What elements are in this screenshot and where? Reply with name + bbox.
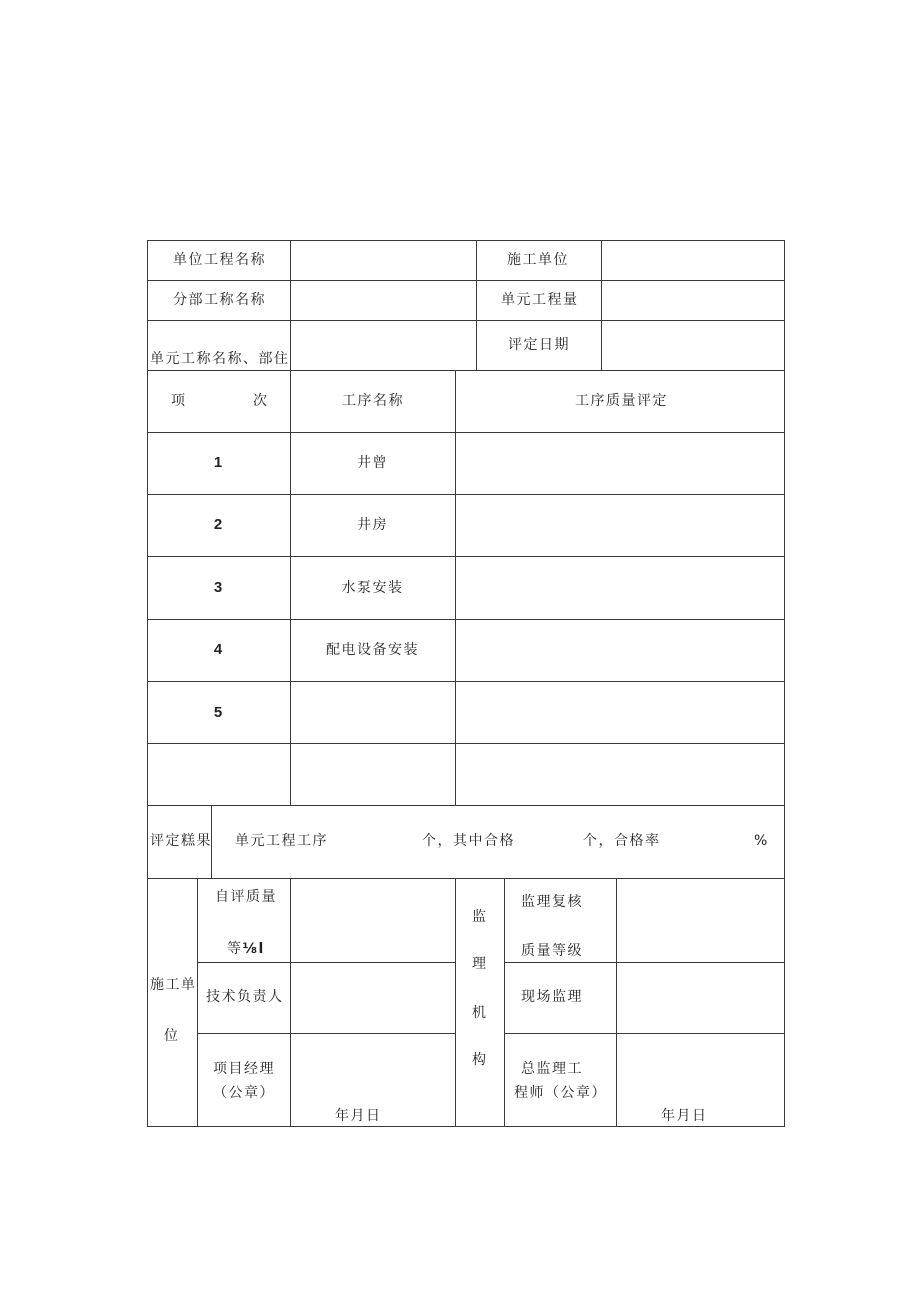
quality-evaluation-field[interactable]	[456, 557, 783, 618]
process-name-field[interactable]	[291, 744, 454, 804]
result-text-qualified: 个，其中合格	[422, 833, 515, 849]
unit-project-part-label: 单元工称名称、部住	[150, 351, 290, 367]
grid-line	[784, 240, 785, 1126]
evaluation-result-label: 评定糕果	[150, 833, 212, 849]
unit-quantity-field[interactable]	[602, 281, 783, 319]
row-number: 1	[213, 454, 223, 471]
self-evaluation-label-b	[227, 941, 265, 957]
supervision-char: 机	[472, 1005, 488, 1021]
quality-evaluation-field[interactable]	[456, 495, 783, 555]
row-number: 2	[213, 516, 223, 533]
column-header-item-b: 次	[253, 393, 269, 409]
item-number-field[interactable]	[148, 744, 289, 804]
unit-quantity-label: 单元工程量	[501, 292, 579, 308]
division-project-name-label: 分部工称名称	[173, 292, 266, 308]
column-header-item-a: 项	[171, 393, 187, 409]
quality-evaluation-field[interactable]	[456, 620, 783, 680]
self-evaluation-grade-field[interactable]	[291, 879, 454, 961]
supervision-char: 构	[472, 1052, 488, 1068]
unit-project-name-field[interactable]	[291, 241, 475, 279]
grid-line	[504, 878, 505, 1126]
site-supervisor-label: 现场监理	[521, 989, 583, 1005]
construction-unit-sign-label-a: 施工单	[150, 977, 197, 993]
supervision-review-label-b: 质量等级	[521, 943, 583, 959]
project-manager-label-b: （公章）	[213, 1085, 275, 1101]
grid-line	[476, 240, 477, 370]
column-header-process-name: 工序名称	[342, 393, 404, 409]
grid-line	[147, 1126, 785, 1127]
result-text-process-count: 单元工程工序	[235, 833, 328, 849]
supervision-grade-field[interactable]	[617, 879, 783, 961]
quality-evaluation-field[interactable]	[456, 682, 783, 742]
unit-project-name-label: 单位工程名称	[173, 252, 266, 268]
evaluation-date-field[interactable]	[602, 321, 783, 369]
self-evaluation-label-a: 自评质量	[215, 889, 277, 905]
construction-unit-field[interactable]	[602, 241, 783, 279]
row-number: 5	[213, 704, 223, 721]
grid-line	[147, 370, 784, 371]
chief-engineer-label-b: 程师（公章）	[514, 1085, 607, 1101]
process-name: 水泵安装	[341, 580, 404, 596]
supervision-char: 监	[472, 909, 488, 925]
grid-line	[147, 805, 784, 806]
construction-unit-label: 施工单位	[507, 252, 569, 268]
process-name-field[interactable]	[291, 682, 454, 742]
evaluation-date-label: 评定日期	[508, 337, 570, 353]
division-project-name-field[interactable]	[291, 281, 475, 319]
quality-evaluation-field[interactable]	[456, 433, 783, 493]
row-number: 3	[213, 579, 223, 596]
grid-line	[147, 240, 148, 1126]
date-left: 年月日	[335, 1108, 382, 1124]
date-right: 年月日	[661, 1108, 708, 1124]
supervision-review-label-a: 监理复核	[521, 894, 583, 910]
technical-lead-field[interactable]	[291, 963, 454, 1032]
quality-evaluation-field[interactable]	[456, 744, 783, 804]
project-manager-label-a: 项目经理	[213, 1061, 275, 1077]
result-text-percent: %	[754, 833, 769, 849]
project-manager-field[interactable]	[291, 1034, 454, 1104]
unit-project-part-field[interactable]	[291, 321, 475, 369]
process-name: 井曾	[357, 455, 388, 471]
site-supervisor-field[interactable]	[617, 963, 783, 1032]
chief-engineer-label-a: 总监理工	[521, 1061, 583, 1077]
result-text-pass-rate: 个，合格率	[583, 833, 661, 849]
self-evaluation-label-b-prefix: 等	[227, 941, 243, 957]
chief-engineer-field[interactable]	[617, 1034, 783, 1104]
grid-line	[197, 878, 198, 1126]
supervision-char: 理	[472, 956, 488, 972]
row-number: 4	[213, 641, 223, 658]
process-name: 配电设备安装	[326, 642, 419, 658]
technical-lead-label: 技术负责人	[206, 989, 284, 1005]
construction-unit-sign-label-b: 位	[164, 1028, 180, 1044]
process-name: 井房	[357, 517, 388, 533]
self-evaluation-label-b-suffix: ⅛l	[242, 941, 265, 957]
column-header-quality-evaluation: 工序质量评定	[575, 393, 668, 409]
grid-line	[455, 878, 456, 1126]
